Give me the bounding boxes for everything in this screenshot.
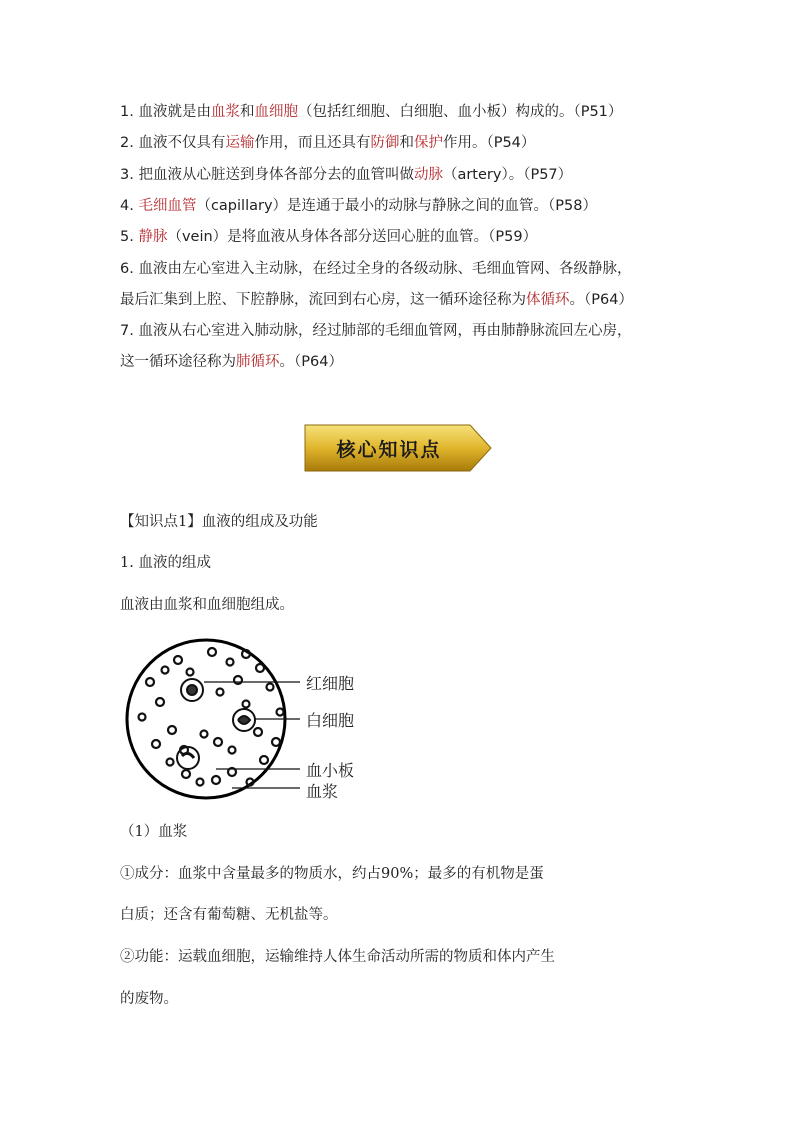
plasma-function-line2: 的废物。 <box>120 991 178 1007</box>
plasma-heading: （1）血浆 <box>120 824 188 840</box>
text-segment: 血液不仅具有 <box>138 135 226 151</box>
item-number: 4. <box>120 198 139 214</box>
text-segment: 。（P64） <box>569 292 633 308</box>
text-segment: （artery）。（P57） <box>442 167 573 183</box>
plasma-composition-line1: ①成分：血浆中含量最多的物质水，约占90%；最多的有机物是蛋 <box>120 866 544 882</box>
plasma-function-line1: ②功能：运载血细胞，运输维持人体生命活动所需的物质和体内产生 <box>120 949 555 965</box>
label-white-blood-cell: 白细胞 <box>306 711 355 730</box>
summary-line-4 <box>120 195 597 217</box>
summary-line-3 <box>120 164 572 186</box>
summary-line-1 <box>120 101 622 123</box>
knowledge-heading: 【知识点1】血液的组成及功能 <box>120 514 318 530</box>
key-term: 静脉 <box>138 229 168 245</box>
key-term: 运输 <box>225 135 255 151</box>
key-term: 保护 <box>413 135 443 151</box>
text-segment: 和 <box>399 135 414 151</box>
text-segment: 血液就是由 <box>138 104 211 120</box>
key-term: 肺循环 <box>236 354 280 370</box>
key-term: 血细胞 <box>254 104 298 120</box>
key-term: 毛细血管 <box>138 198 197 214</box>
key-term: 动脉 <box>413 167 443 183</box>
summary-line-7b <box>120 351 343 373</box>
key-term: 血浆 <box>210 104 240 120</box>
item-number: 6. <box>120 261 139 277</box>
summary-line-6a <box>120 258 631 280</box>
key-term: 体循环 <box>526 292 570 308</box>
item-number: 3. <box>120 167 139 183</box>
text-segment: 血液从右心室进入肺动脉，经过肺部的毛细血管网，再由肺静脉流回左心房， <box>138 323 632 339</box>
text-segment: （capillary）是连通于最小的动脉与静脉之间的血管。（P58） <box>196 198 597 214</box>
label-plasma: 血浆 <box>306 782 339 801</box>
text-segment: 作用。（P54） <box>442 135 536 151</box>
key-term: 防御 <box>370 135 400 151</box>
item-number: 5. <box>120 229 139 245</box>
label-red-blood-cell: 红细胞 <box>306 674 355 693</box>
text-segment: 。（P64） <box>279 354 343 370</box>
text-segment: 和 <box>239 104 255 120</box>
text-segment: 作用，而且还具有 <box>254 135 371 151</box>
text-segment: 血液由左心室进入主动脉，在经过全身的各级动脉、毛细血管网、各级静脉， <box>138 261 632 277</box>
item-number: 1. <box>120 104 139 120</box>
core-knowledge-banner <box>304 424 492 472</box>
composition-intro: 血液由血浆和血细胞组成。 <box>120 597 294 613</box>
summary-line-5 <box>120 226 537 248</box>
blood-composition-diagram <box>120 632 380 808</box>
summary-line-7a <box>120 320 631 342</box>
label-platelet: 血小板 <box>306 761 355 780</box>
text-segment: 把血液从心脏送到身体各部分去的血管叫做 <box>138 167 414 183</box>
item-number: 7. <box>120 323 139 339</box>
section-title-composition: 1. 血液的组成 <box>120 555 211 571</box>
summary-line-6b <box>120 289 633 311</box>
text-segment: 这一循环途径称为 <box>120 354 236 370</box>
summary-line-2 <box>120 132 535 154</box>
item-number: 2. <box>120 135 139 151</box>
text-segment: 最后汇集到上腔、下腔静脉，流回到右心房，这一循环途径称为 <box>120 292 526 308</box>
text-segment: （vein）是将血液从身体各部分送回心脏的血管。（P59） <box>167 229 538 245</box>
plasma-composition-line2: 白质；还含有葡萄糖、无机盐等。 <box>120 907 338 923</box>
text-segment: （包括红细胞、白细胞、血小板）构成的。（P51） <box>297 104 623 120</box>
banner-label: 核心知识点 <box>336 438 442 461</box>
